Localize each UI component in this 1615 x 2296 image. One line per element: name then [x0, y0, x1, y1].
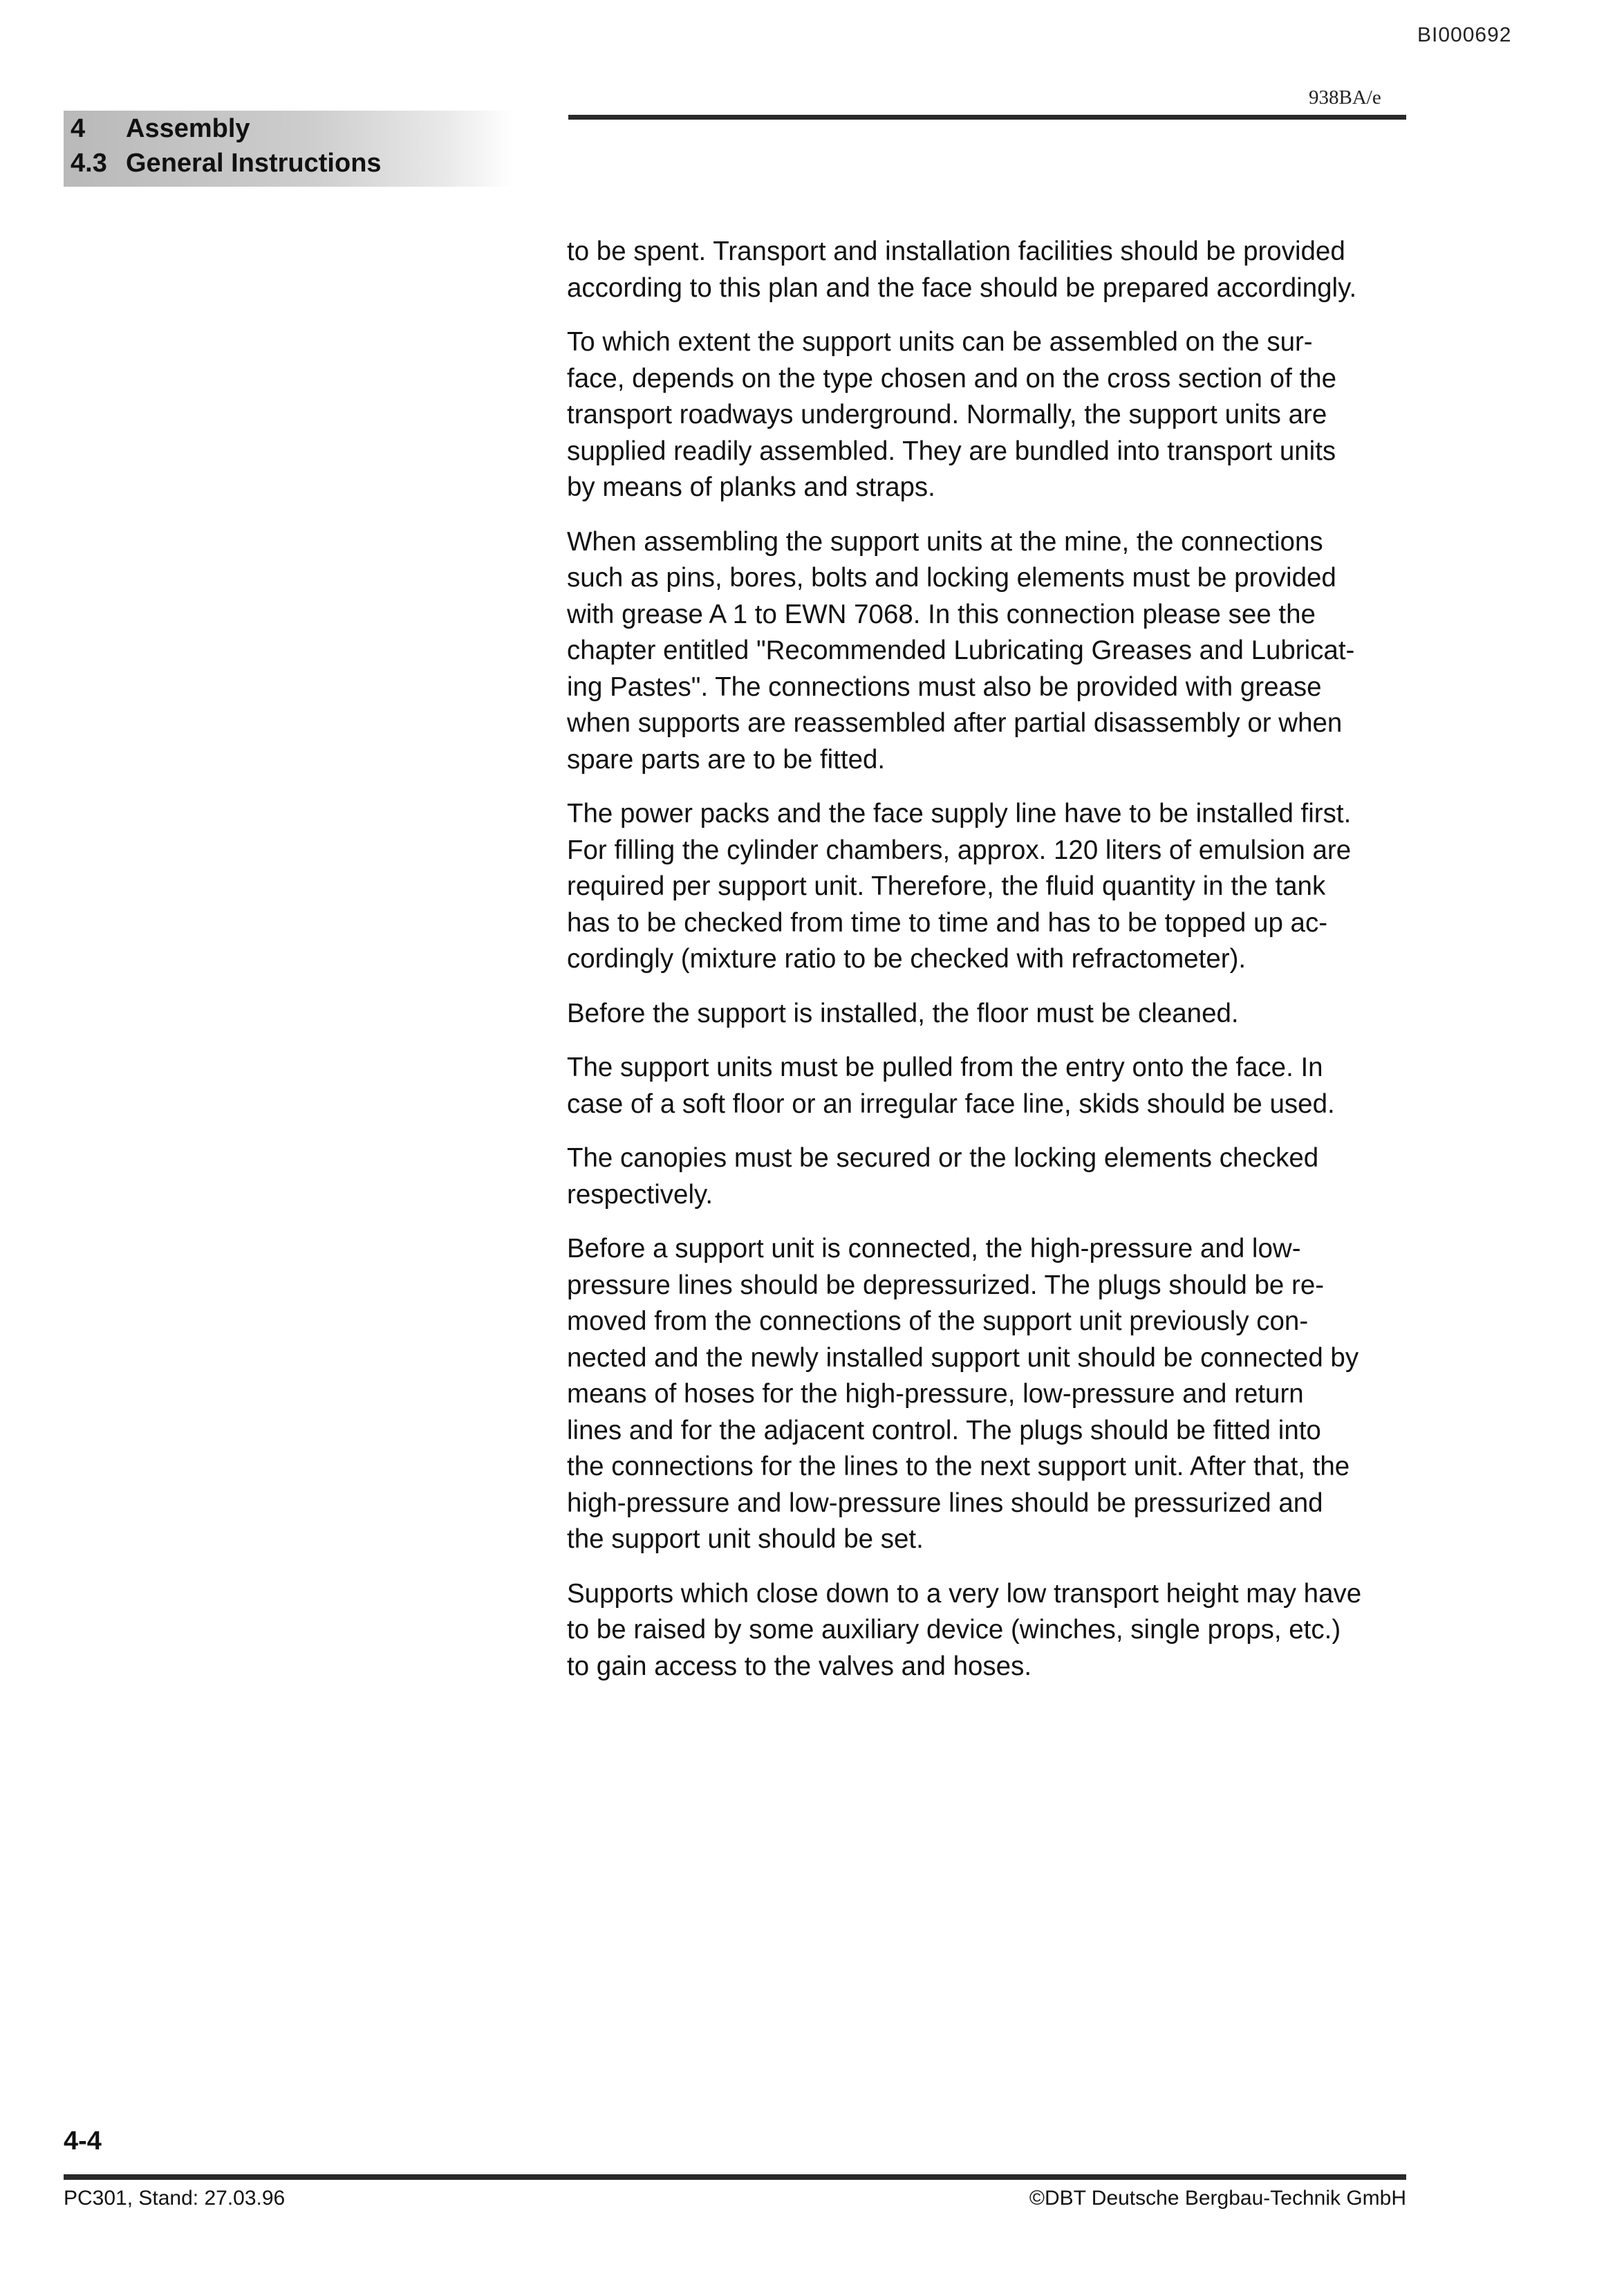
document-code: 938BA/e: [1309, 86, 1381, 109]
text-line: The power packs and the face supply line have to be installed first.: [567, 799, 1352, 828]
text-line: To which extent the support units can be assembled on the sur-: [567, 327, 1313, 357]
text-line: with grease A 1 to EWN 7068. In this connection please see the: [567, 599, 1316, 629]
text-line: transport roadways underground. Normally, the support units are: [567, 400, 1327, 429]
paragraph: [567, 1231, 1417, 1558]
text-line: to be raised by some auxiliary device (winches, single props, etc.): [567, 1615, 1341, 1645]
text-line: required per support unit. Therefore, the fluid quantity in the tank: [567, 871, 1326, 901]
text-line: the support unit should be set.: [567, 1524, 924, 1554]
text-line: nected and the newly installed support unit should be connected by: [567, 1342, 1359, 1373]
text-line: Supports which close down to a very low transport height may have: [567, 1578, 1362, 1609]
text-line: to gain access to the valves and hoses.: [567, 1651, 1032, 1681]
text-line: case of a soft floor or an irregular face line, skids should be used.: [567, 1089, 1335, 1119]
text-line: Before the support is installed, the floor must be cleaned.: [567, 998, 1239, 1028]
text-line: cordingly (mixture ratio to be checked with refractometer).: [567, 944, 1247, 974]
text-line: When assembling the support units at the mine, the connections: [567, 526, 1323, 557]
text-line: The canopies must be secured or the locking elements checked: [567, 1143, 1319, 1173]
paragraph: [567, 1050, 1417, 1122]
chapter-title: Assembly: [126, 114, 250, 143]
paragraph: [567, 1140, 1417, 1213]
text-line: chapter entitled "Recommended Lubricating Greases and Lubricat-: [567, 636, 1355, 665]
text-line: ing Pastes". The connections must also be provided with grease: [567, 672, 1322, 702]
text-line: supplied readily assembled. They are bundled into transport units: [567, 436, 1336, 466]
text-line: high-pressure and low-pressure lines should be pressurized and: [567, 1488, 1323, 1518]
text-line: by means of planks and straps.: [567, 472, 935, 502]
text-line: face, depends on the type chosen and on the cross section of the: [567, 363, 1336, 394]
chapter-heading: [71, 114, 250, 144]
page-number: 4-4: [64, 2127, 102, 2156]
footer-copyright: ©DBT Deutsche Bergbau-Technik GmbH: [1029, 2187, 1406, 2210]
paragraph: [567, 796, 1417, 978]
text-line: respectively.: [567, 1179, 713, 1210]
paragraph: [567, 324, 1417, 506]
footer-rule: [64, 2174, 1406, 2180]
section-number: 4.3: [71, 149, 107, 178]
text-line: moved from the connections of the support unit previously con-: [567, 1306, 1309, 1336]
text-line: spare parts are to be fitted.: [567, 744, 886, 775]
paragraph: [567, 996, 1417, 1033]
text-line: pressure lines should be depressurized. The plugs should be re-: [567, 1270, 1325, 1300]
section-title: General Instructions: [126, 149, 382, 178]
text-line: For filling the cylinder chambers, approx. 120 liters of emulsion are: [567, 835, 1352, 865]
body-text: [567, 234, 1417, 1703]
text-line: the connections for the lines to the next support unit. After that, the: [567, 1452, 1350, 1481]
section-heading-block: [64, 111, 513, 187]
text-line: such as pins, bores, bolts and locking elements must be provided: [567, 563, 1336, 593]
text-line: according to this plan and the face should be prepared accordingly.: [567, 272, 1357, 303]
paragraph: [567, 1576, 1417, 1685]
text-line: lines and for the adjacent control. The plugs should be fitted into: [567, 1415, 1321, 1445]
paragraph: [567, 524, 1417, 779]
text-line: to be spent. Transport and installation facilities should be provided: [567, 237, 1345, 266]
chapter-number: 4: [71, 114, 86, 143]
text-line: means of hoses for the high-pressure, low-pressure and return: [567, 1379, 1304, 1409]
footer-document-stand: PC301, Stand: 27.03.96: [64, 2187, 286, 2210]
document-id: BI000692: [1417, 24, 1512, 46]
text-line: has to be checked from time to time and has to be topped up ac-: [567, 907, 1328, 938]
section-heading: [71, 149, 382, 178]
text-line: Before a support unit is connected, the high-pressure and low-: [567, 1234, 1301, 1263]
header-rule: [568, 115, 1406, 120]
paragraph: [567, 234, 1417, 306]
text-line: The support units must be pulled from the entry onto the face. In: [567, 1053, 1323, 1082]
text-line: when supports are reassembled after partial disassembly or when: [567, 708, 1343, 738]
